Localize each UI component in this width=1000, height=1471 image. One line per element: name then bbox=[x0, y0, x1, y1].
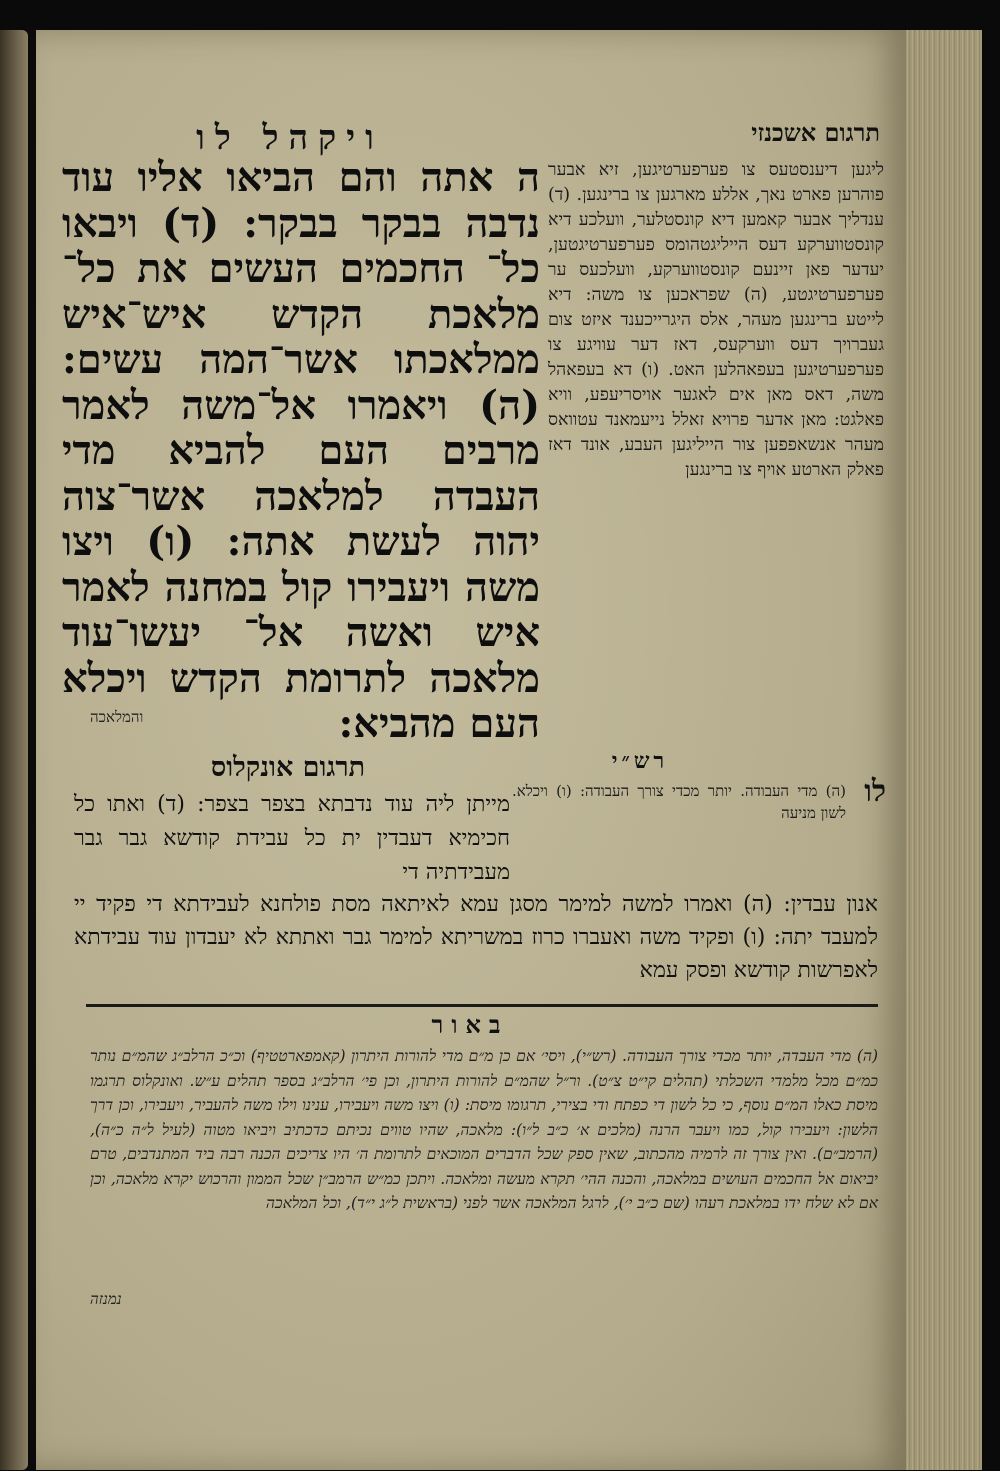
page-fore-edge bbox=[906, 30, 982, 1470]
biur-commentary-text: (ה) מדי העבדה, יותר מכדי צורך העבודה. (רש״י), ויסי׳ אם כן מ״ם מדי להורות היתרון (קאמפארטטיף) וכ״כ הרלב״ג שהמ״ם נותר כמ״ם מכל מלמדי השכלתי (תהלים קי״ט צ״ט). ור״ל שהמ״ם להורות היתרון, וכן פי׳ הרלב״ג בספר תהלים ע״ש. ואונקלוס תרגמו מיסת כאלו המ״ם נוסף, כי כל לשון די כפתח ודי בצירי, תרגומו מיסת: (ו) ויצו משה ויעבירו, ענינו וילו משה להעביר, ויעבירו, וכן דרך הלשון: ויעבירו קול, כמו ויעבר הרנה (מלכים א׳ כ״ב ל״ו): מלאכה, שהיו טווים נכיתם כדכתיב ויביאו מטוה (לעיל ל״ה כ״ה), (הרמב״ם). ואין צורך זה לרמיה מהכתוב, שאין ספק שכל הדברים המוכאים לתרומת ה׳ היו צריכים הכנה רבה ביד המתנדבים, טרם יביאום אל החכמים העושים במלאכה, והכנה ההי׳ תקרא מעשה ומלאכה. ויתכן כמ״ש הרמב״ן שכל הממון והרכוש יקרא מלאכה, וכן אם לא שלח ידו במלאכת רעהו (שם כ״ב י׳), לרגל המלאכה אשר לפני (בראשית ל״ג י״ד), וכל המלאכה bbox=[90, 1047, 878, 1212]
parsha-header: ויקהל לו bbox=[196, 118, 384, 158]
onkelos-text-bottom: אנון עבדין: (ה) ואמרו למשה למימר מסגן עמא לאיתאה מסת פולחנא לעבידתא די פקיד יי למעבד יתה: (ו) ופקיד משה ואעברו כרוז במשריתא למימר גבר ואתתא לא יעבדון עוד עבידתא לאפרשות קודשא ופסק עמא bbox=[74, 892, 878, 983]
targum-header: תרגום אשכנזי bbox=[751, 118, 880, 147]
german-translation-column: ליגען דיענסטעס צו פערפערטיגען, זיא אבער פוהרען פארט נאך, אללע מארגען צו ברינגען. (ד) ענדליך אבער קאמען דיא קונסטלער, וועלכע דיא קונסטווערקע דעס הייליגטהומס פערפערטיגטען, יעדער פאן זיינעם קונסטווערקע, וועלכעס ער פערפערטיגטע, (ה) שפראכען צו משה: דיא לייטע ברינגען מעהר, אלס היגרייכענד איזט צום געברויך דעס ווערקעס, דאז דער עוויגע צו פערפערטיגען בעפאהלען האט. (ו) דא בעפאהל משה, דאס מאן אים לאגער אויסריעפע, וויא פאלגט: מאן אדער פרויא זאלל נייעמאנד עטוואס מעהר אנשאפפען צור הייליגען העבע, אונד דאז פאלק הארטע אויף צו ברינגען bbox=[548, 160, 884, 480]
onkelos-text-top: מייתן ליה עוד נדבתא בצפר בצפר: (ד) ואתו כל חכימיא דעבדין ית כל עבידת קודשא גבר גבר מעבידתיה די bbox=[74, 792, 510, 885]
catchword-main: והמלאכה bbox=[90, 708, 144, 726]
rashi-title: רש״י bbox=[611, 748, 669, 774]
onkelos-title: תרגום אונקלוס bbox=[210, 752, 366, 783]
main-torah-text: ה אתה והם הביאו אליו עוד נדבה בבקר בבקר: (ד) ויבאו כל־ החכמים העשים את כל־ מלאכת הקדש איש־איש ממלאכתו אשר־המה עשים: (ה) ויאמרו אל־משה לאמר מרבים העם להביא מדי העבדה למלאכה אשר־צוה יהוה לעשת אתה: (ו) ויצו משה ויעבירו קול במחנה לאמר איש ואשה אל־ יעשו־עוד מלאכה לתרומת הקדש ויכלא העם מהביא: bbox=[62, 154, 540, 747]
biur-title: באור bbox=[431, 1010, 509, 1039]
section-divider bbox=[86, 1004, 878, 1007]
rashi-text: (ה) מדי העבודה. יותר מכדי צורך העבודה: (ו) ויכלא. לשון מניעה bbox=[512, 782, 846, 822]
left-page-edge bbox=[0, 30, 28, 1470]
rashi-verse-mark: לו bbox=[864, 774, 886, 809]
catchword-biur: נמנזה bbox=[90, 1290, 122, 1308]
